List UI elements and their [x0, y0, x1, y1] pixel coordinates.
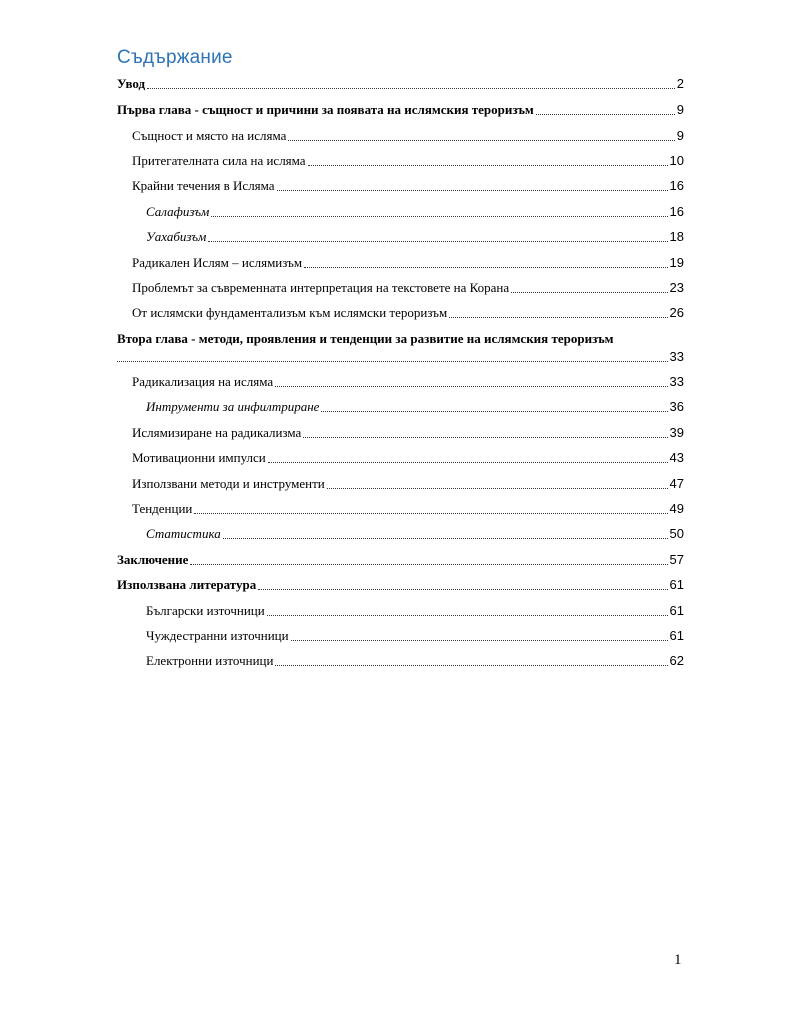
toc-entry-text: Радикализация на исляма — [132, 374, 274, 389]
dot-leader — [277, 190, 668, 191]
toc-entry-page: 49 — [669, 501, 684, 516]
toc-entry[interactable] — [117, 255, 684, 271]
dot-leader — [190, 564, 667, 565]
toc-entry-page: 18 — [669, 229, 684, 244]
toc-entry-page: 9 — [676, 128, 684, 143]
toc-entry-text: Проблемът за съвременната интерпретация на текстовете на Корана — [132, 280, 510, 295]
toc-entry-page: 16 — [669, 178, 684, 193]
dot-leader — [291, 640, 668, 641]
toc-entry-text: Чуждестранни източници — [146, 628, 289, 643]
toc-entry[interactable] — [117, 653, 684, 669]
toc-entry[interactable] — [117, 603, 684, 619]
dot-leader — [304, 267, 667, 268]
toc-entry[interactable] — [117, 501, 684, 517]
toc-entry[interactable] — [117, 76, 684, 92]
toc-entry-page: 61 — [669, 603, 684, 618]
toc-entry-page: 26 — [669, 305, 684, 320]
dot-leader — [288, 140, 674, 141]
dot-leader — [327, 488, 668, 489]
toc-entry-text: Уахабизъм — [146, 229, 207, 244]
toc-entry-page: 43 — [669, 450, 684, 465]
toc-entry-page: 16 — [669, 204, 684, 219]
toc-entry-text: Салафизъм — [146, 204, 210, 219]
dot-leader — [223, 538, 668, 539]
toc-entry-text: Притегателната сила на исляма — [132, 153, 306, 168]
toc-entry-text: От ислямски фундаментализъм към ислямски тероризъм — [132, 305, 448, 320]
dot-leader — [117, 361, 668, 362]
dot-leader — [267, 615, 668, 616]
toc-entry[interactable] — [117, 476, 684, 492]
toc-entry[interactable] — [117, 526, 684, 542]
toc-entry-text: Ислямизиране на радикализма — [132, 425, 302, 440]
toc-entry-text: Интрументи за инфилтриране — [146, 399, 320, 414]
toc-entry-page: 61 — [669, 577, 684, 592]
toc-entry-page: 19 — [669, 255, 684, 270]
toc-entry-heading[interactable] — [117, 331, 684, 347]
toc-entry-page: 50 — [669, 526, 684, 541]
dot-leader — [275, 665, 667, 666]
toc-entry-page: 39 — [669, 425, 684, 440]
toc-entry[interactable] — [117, 305, 684, 321]
dot-leader — [211, 216, 667, 217]
toc-title: Съдържание — [117, 47, 233, 68]
toc-entry-continuation[interactable] — [117, 349, 684, 365]
dot-leader — [275, 386, 667, 387]
toc-entry[interactable] — [117, 399, 684, 415]
dot-leader — [147, 88, 675, 89]
toc-entry-page: 2 — [676, 76, 684, 91]
dot-leader — [449, 317, 667, 318]
dot-leader — [194, 513, 667, 514]
toc-entry-text: Тенденции — [132, 501, 193, 516]
toc-entry-text: Мотивационни импулси — [132, 450, 266, 465]
toc-entry[interactable] — [117, 128, 684, 144]
dot-leader — [258, 589, 667, 590]
toc-entry[interactable] — [117, 280, 684, 296]
toc-entry[interactable] — [117, 229, 684, 245]
toc-entry-text: Радикален Ислям – ислямизъм — [132, 255, 303, 270]
toc-entry-page: 23 — [669, 280, 684, 295]
toc-entry[interactable] — [117, 425, 684, 441]
toc-entry-text: Използвана литература — [117, 577, 257, 592]
toc-entry[interactable] — [117, 178, 684, 194]
toc-entry-page: 10 — [669, 153, 684, 168]
dot-leader — [303, 437, 667, 438]
toc-entry[interactable] — [117, 102, 684, 118]
toc-entry-text: Статистика — [146, 526, 221, 541]
toc-entry[interactable] — [117, 374, 684, 390]
dot-leader — [536, 114, 675, 115]
dot-leader — [268, 462, 668, 463]
toc-entry-page: 33 — [669, 349, 684, 364]
toc-entry[interactable] — [117, 450, 684, 466]
page-number: 1 — [674, 952, 682, 968]
dot-leader — [308, 165, 668, 166]
toc-entry[interactable] — [117, 552, 684, 568]
toc-entry-page: 62 — [669, 653, 684, 668]
dot-leader — [208, 241, 667, 242]
toc-entry[interactable] — [117, 153, 684, 169]
toc-entry[interactable] — [117, 204, 684, 220]
toc-entry-page: 61 — [669, 628, 684, 643]
toc-entry-text: Използвани методи и инструменти — [132, 476, 325, 491]
toc-entry-text: Втора глава - методи, проявления и тенденции за развитие на ислямския тероризъм — [117, 331, 614, 346]
toc-entry-text: Крайни течения в Исляма — [132, 178, 275, 193]
toc-entry[interactable] — [117, 628, 684, 644]
toc-entry-text: Същност и място на исляма — [132, 128, 287, 143]
toc-entry-page: 57 — [669, 552, 684, 567]
toc-entry-page: 47 — [669, 476, 684, 491]
toc-entry-text: Заключение — [117, 552, 189, 567]
toc-entry-text: Първа глава - същност и причини за появата на ислямския тероризъм — [117, 102, 534, 117]
toc-entry-text: Електронни източници — [146, 653, 274, 668]
toc-entry-page: 9 — [676, 102, 684, 117]
toc-entry-page: 33 — [669, 374, 684, 389]
toc-entry-page: 36 — [669, 399, 684, 414]
toc-entry-text: Увод — [117, 76, 146, 91]
toc-entry-text: Български източници — [146, 603, 265, 618]
toc-entry[interactable] — [117, 577, 684, 593]
dot-leader — [511, 292, 667, 293]
dot-leader — [321, 411, 667, 412]
